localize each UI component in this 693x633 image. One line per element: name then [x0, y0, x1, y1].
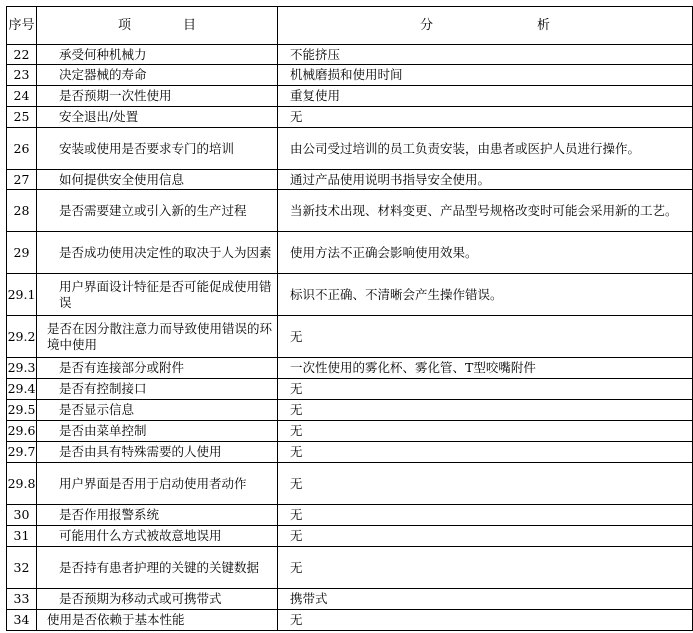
row-analysis: 无 — [278, 610, 693, 631]
row-item: 安装或使用是否要求专门的培训 — [37, 128, 278, 170]
row-item: 是否预期一次性使用 — [37, 86, 278, 107]
table-header-row — [7, 7, 693, 45]
row-analysis: 无 — [278, 463, 693, 505]
table-row — [7, 358, 693, 379]
row-item: 承受何种机械力 — [37, 45, 278, 65]
table-row — [7, 107, 693, 128]
table-row — [7, 547, 693, 589]
row-item: 是否由菜单控制 — [37, 421, 278, 442]
row-analysis: 不能挤压 — [278, 45, 693, 65]
row-serial-no: 26 — [7, 128, 37, 170]
row-item: 是否预期为移动式或可携带式 — [37, 589, 278, 610]
row-analysis: 一次性使用的雾化杯、雾化管、T型咬嘴附件 — [278, 358, 693, 379]
header-analysis: 分 析 — [278, 7, 693, 45]
table-row — [7, 274, 693, 316]
row-serial-no: 31 — [7, 526, 37, 547]
row-analysis: 无 — [278, 505, 693, 526]
row-serial-no: 32 — [7, 547, 37, 589]
row-serial-no: 29 — [7, 232, 37, 274]
row-item: 是否持有患者护理的关键的关键数据 — [37, 547, 278, 589]
row-serial-no: 29.2 — [7, 316, 37, 358]
header-item: 项 目 — [37, 7, 278, 45]
row-analysis: 标识不正确、不清晰会产生操作错误。 — [278, 274, 693, 316]
table-row — [7, 86, 693, 107]
row-analysis: 由公司受过培训的员工负责安装，由患者或医护人员进行操作。 — [278, 128, 693, 170]
row-analysis: 重复使用 — [278, 86, 693, 107]
row-serial-no: 23 — [7, 65, 37, 86]
table-row — [7, 232, 693, 274]
row-serial-no: 29.4 — [7, 379, 37, 400]
row-item: 是否由具有特殊需要的人使用 — [37, 442, 278, 463]
row-analysis: 无 — [278, 316, 693, 358]
table-row — [7, 526, 693, 547]
table-row — [7, 379, 693, 400]
row-item: 是否有连接部分或附件 — [37, 358, 278, 379]
row-analysis: 无 — [278, 442, 693, 463]
row-serial-no: 30 — [7, 505, 37, 526]
row-item: 是否显示信息 — [37, 400, 278, 421]
table-row — [7, 316, 693, 358]
row-analysis: 无 — [278, 400, 693, 421]
table-row — [7, 505, 693, 526]
row-item: 用户界面设计特征是否可能促成使用错误 — [37, 274, 278, 316]
table-row — [7, 421, 693, 442]
row-item: 用户界面是否用于启动使用者动作 — [37, 463, 278, 505]
row-item: 是否需要建立或引入新的生产过程 — [37, 190, 278, 232]
row-serial-no: 29.6 — [7, 421, 37, 442]
row-serial-no: 33 — [7, 589, 37, 610]
row-item: 安全退出/处置 — [37, 107, 278, 128]
row-item: 如何提供安全使用信息 — [37, 170, 278, 190]
row-analysis: 无 — [278, 526, 693, 547]
row-serial-no: 25 — [7, 107, 37, 128]
row-analysis: 通过产品使用说明书指导安全使用。 — [278, 170, 693, 190]
row-serial-no: 29.7 — [7, 442, 37, 463]
row-item: 决定器械的寿命 — [37, 65, 278, 86]
row-analysis: 机械磨损和使用时间 — [278, 65, 693, 86]
table-row — [7, 442, 693, 463]
row-analysis: 无 — [278, 379, 693, 400]
row-item: 是否有控制接口 — [37, 379, 278, 400]
row-serial-no: 24 — [7, 86, 37, 107]
header-serial-no: 序号 — [7, 7, 37, 45]
table-row — [7, 128, 693, 170]
row-analysis: 当新技术出现、材料变更、产品型号规格改变时可能会采用新的工艺。 — [278, 190, 693, 232]
table-row — [7, 400, 693, 421]
table-row — [7, 65, 693, 86]
row-analysis: 携带式 — [278, 589, 693, 610]
row-analysis: 无 — [278, 421, 693, 442]
row-serial-no: 27 — [7, 170, 37, 190]
row-serial-no: 29.8 — [7, 463, 37, 505]
row-serial-no: 29.5 — [7, 400, 37, 421]
row-serial-no: 29.3 — [7, 358, 37, 379]
table-row — [7, 610, 693, 631]
row-item: 是否成功使用决定性的取决于人为因素 — [37, 232, 278, 274]
row-item: 是否作用报警系统 — [37, 505, 278, 526]
table-body — [7, 45, 693, 631]
row-serial-no: 28 — [7, 190, 37, 232]
risk-analysis-table — [6, 6, 693, 631]
row-serial-no: 22 — [7, 45, 37, 65]
row-item: 可能用什么方式被故意地误用 — [37, 526, 278, 547]
row-item: 使用是否依赖于基本性能 — [37, 610, 278, 631]
row-analysis: 无 — [278, 547, 693, 589]
table-row — [7, 589, 693, 610]
row-item: 是否在因分散注意力而导致使用错误的环境中使用 — [37, 316, 278, 358]
row-analysis: 使用方法不正确会影响使用效果。 — [278, 232, 693, 274]
table-row — [7, 190, 693, 232]
row-analysis: 无 — [278, 107, 693, 128]
table-row — [7, 463, 693, 505]
table-row — [7, 45, 693, 65]
table-row — [7, 170, 693, 190]
row-serial-no: 29.1 — [7, 274, 37, 316]
row-serial-no: 34 — [7, 610, 37, 631]
